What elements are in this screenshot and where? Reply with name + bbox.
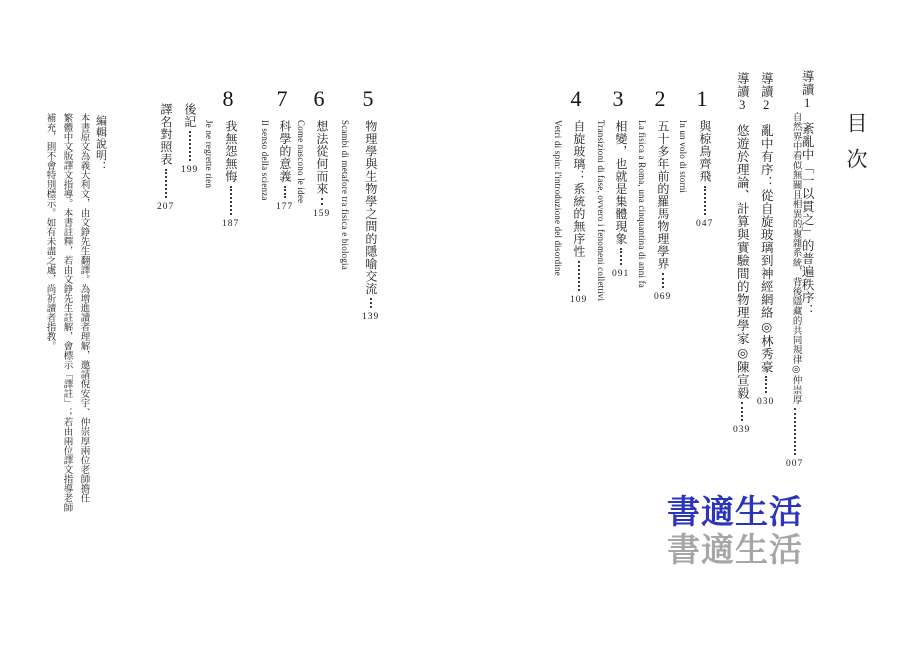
- intro-3-title: 悠遊於理論、計算與實驗間的物理學家: [735, 123, 750, 345]
- glossary-title: 譯名對照表: [158, 103, 173, 166]
- chapter-5-title-column: [362, 120, 379, 323]
- chapter-2-number: 2: [654, 86, 666, 111]
- intro-1-subtitle-column: [786, 112, 803, 470]
- dot-leader: [370, 298, 372, 308]
- dot-leader: [765, 376, 767, 393]
- editor-note-line-1: 本書原文為義大利文，由文錚先生翻譯。為增進讀者理解，邀請倪安宇、仲崇厚兩位老師擔任: [78, 113, 89, 503]
- intro-1-label: 導讀1: [800, 70, 815, 111]
- editor-note-heading: 編輯說明：: [94, 115, 107, 173]
- chapter-8-number: 8: [222, 86, 234, 111]
- chapter-2-page-number: 069: [654, 292, 672, 303]
- chapter-7-number: 7: [276, 86, 288, 111]
- intro-3-label: 導讀3: [735, 72, 750, 113]
- chapter-6-page-number: 159: [313, 209, 331, 220]
- dot-leader: [284, 186, 286, 199]
- chapter-4-page-number: 109: [570, 295, 588, 306]
- dot-leader: [741, 402, 743, 421]
- glossary-column: [157, 103, 174, 213]
- chapter-1-number: 1: [696, 86, 708, 111]
- chapter-6-title-column: [313, 120, 330, 220]
- editor-note-line-3: 補充，則不會特別標示。如有未盡之處，尚祈讀者指教。: [44, 113, 55, 351]
- chapter-2-italian-title: La fisica a Roma, una cinquantina di anni fa: [637, 120, 647, 288]
- chapter-3-title-column: [612, 120, 629, 280]
- chapter-2-title-column: [654, 120, 671, 303]
- chapter-6-number: 6: [313, 86, 325, 111]
- publisher-logo-gray: 書適生活: [667, 533, 803, 569]
- chapter-2-title: 五十多年前的羅馬物理學界: [655, 120, 670, 270]
- intro-3-column: [733, 72, 750, 436]
- dot-leader: [704, 186, 706, 216]
- afterword-page-number: 199: [181, 165, 199, 176]
- intro-2-label: 導讀2: [759, 72, 774, 113]
- chapter-7-italian-title: Il senso della scienza: [260, 120, 270, 201]
- chapter-8-italian-title: Je ne regrette rien: [204, 120, 214, 189]
- intro-1-author: ◎仲崇厚: [790, 364, 801, 405]
- chapter-8-page-number: 187: [222, 219, 240, 230]
- chapter-1-page-number: 047: [696, 219, 714, 230]
- dot-leader: [794, 408, 796, 456]
- intro-2-column: [757, 72, 774, 408]
- chapter-6-title: 想法從何而來: [314, 120, 329, 195]
- chapter-7-page-number: 177: [276, 202, 294, 213]
- afterword-title: 後記: [182, 103, 197, 128]
- chapter-4-number: 4: [570, 86, 582, 111]
- intro-3-page-number: 039: [733, 425, 751, 436]
- chapter-8-title-column: [222, 120, 239, 230]
- chapter-1-title-column: [696, 120, 713, 230]
- intro-3-author: ◎陳宣毅: [735, 344, 750, 399]
- chapter-1-title: 與椋鳥齊飛: [697, 120, 712, 183]
- chapter-5-title: 物理學與生物學之間的隱喻交流: [363, 120, 378, 295]
- dot-leader: [662, 273, 664, 288]
- intro-1-page-number: 007: [786, 459, 804, 470]
- chapter-3-page-number: 091: [612, 269, 630, 280]
- chapter-3-number: 3: [612, 86, 624, 111]
- chapter-5-italian-title: Scambi di metafore tra fisica e biologia: [340, 120, 350, 270]
- chapter-3-italian-title: Transizioni di fase, ovvero i fenomeni collettivi: [596, 120, 606, 302]
- dot-leader: [165, 169, 167, 199]
- chapter-4-title-column: [570, 120, 587, 306]
- dot-leader: [620, 248, 622, 265]
- intro-2-page-number: 030: [757, 397, 775, 408]
- intro-2-author: ◎林秀豪: [759, 318, 774, 373]
- chapter-7-title: 科學的意義: [277, 120, 292, 183]
- publisher-logo-blue: 書適生活: [667, 495, 803, 531]
- chapter-6-italian-title: Come nascono le idee: [296, 120, 306, 204]
- chapter-8-title: 我無怨無悔: [223, 120, 238, 183]
- intro-2-title: 亂中有序：從自旋玻璃到神經網絡: [759, 123, 774, 319]
- chapter-4-italian-title: Vetri di spin: l'introduzione del disordine: [553, 120, 563, 276]
- editor-note-line-2: 繁體中文版譯文指導。本書註釋，若由文錚先生註解，會標示「譯註」；若由兩位譯文指導老師: [61, 113, 72, 512]
- chapter-3-title: 相變，也就是集體現象: [613, 120, 628, 245]
- chapter-7-title-column: [276, 120, 293, 213]
- afterword-column: [181, 103, 198, 176]
- dot-leader: [189, 131, 191, 161]
- glossary-page-number: 207: [157, 202, 175, 213]
- dot-leader: [230, 186, 232, 216]
- chapter-5-number: 5: [362, 86, 374, 111]
- intro-1-title: 紊亂中「一以貫之」的普遍秩序：: [800, 121, 815, 317]
- dot-leader: [578, 261, 580, 292]
- intro-1-subtitle: 自然界中看似無關且相異的複雜系統，背後隱藏的共同規律: [790, 112, 801, 365]
- page-title: 目次: [844, 112, 869, 184]
- chapter-4-title: 自旋玻璃：系統的無序性: [571, 120, 586, 258]
- chapter-1-italian-title: In un volo di storni: [678, 120, 688, 193]
- dot-leader: [321, 198, 323, 205]
- chapter-5-page-number: 139: [362, 312, 380, 323]
